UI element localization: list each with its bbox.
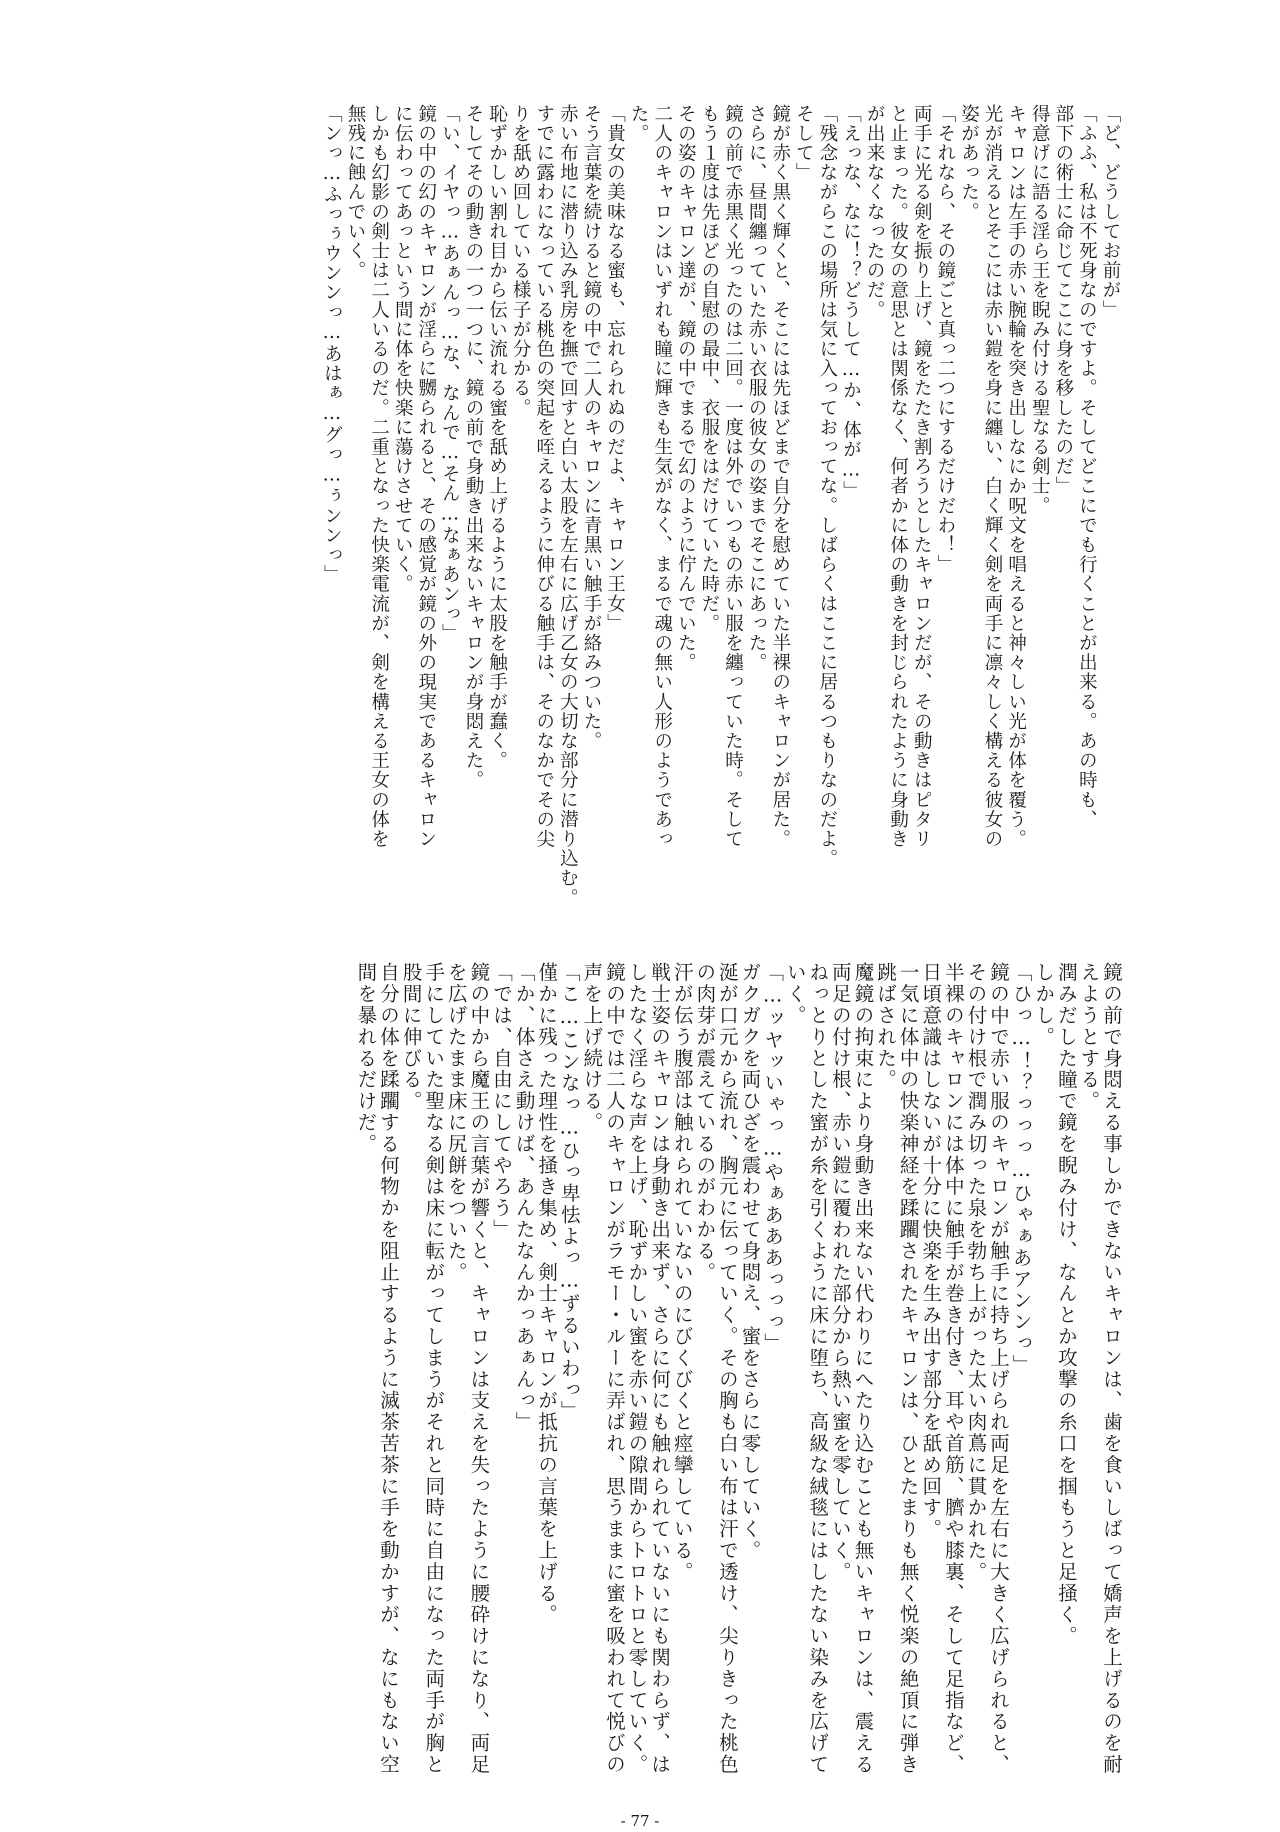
text-line: 姿があった。 (958, 104, 980, 222)
text-line: いく。 (783, 962, 807, 1027)
text-line: もう１度は先ほどの自慰の最中、衣服をはだけていた時だ。 (698, 104, 720, 634)
text-line: 股間に伸びる。 (399, 962, 423, 1112)
text-line: 無残に蝕んでいく。 (345, 104, 366, 281)
text-line: 半裸のキャロンには体中に触手が巻き付き、耳や首筋、臍や膝裏、そして足指など、 (941, 962, 965, 1776)
text-line: 涎が口元から流れ、胸元に伝っていく。その胸も白い布は汗で透け、尖りきった桃色 (715, 962, 739, 1776)
text-line: ガクガクを両ひざを震わせて身悶え、蜜をさらに零していく。 (738, 962, 762, 1562)
text-line: 僅かに残った理性を掻き集め、剣士キャロンが抵抗の言葉を上げる。 (535, 962, 559, 1626)
text-line: 光が消えるとそこには赤い鎧を身に纏い、白く輝く剣を両手に凛々しく構える彼女の (982, 104, 1004, 849)
text-line: 部下の術士に命じてここに身を移したのだ」 (1052, 104, 1074, 496)
text-line: 鏡の中では二人のキャロンがラモー・ルーに弄ばれ、思うままに蜜を吸われて悦びの (602, 962, 626, 1776)
text-line: りを舐め回している様子が分かる。 (510, 104, 532, 418)
text-line: そして」 (793, 104, 815, 183)
text-line: したなく淫らな声を上げ、恥ずかしい蜜を赤い鎧の隙間からトロトロと零していく。 (625, 962, 649, 1776)
text-line: キャロンは左手の赤い腕輪を突き出しなにか呪文を唱えると神々しい光が体を覆う。 (1005, 104, 1027, 849)
text-line: 跳ばされた。 (874, 962, 898, 1091)
text-line: た。 (628, 104, 650, 144)
text-line: 「それなら、その鏡ごと真っ二つにするだけだわ！」 (934, 104, 956, 575)
text-line: 声を上げ続ける。 (580, 962, 604, 1134)
text-line: 得意げに語る淫ら王を睨み付ける聖なる剣士。 (1029, 104, 1051, 516)
text-line: 鏡の中から魔王の言葉が響くと、キャロンは支えを失ったように腰砕けになり、両足 (467, 962, 491, 1776)
text-line: の肉芽が震えているのがわかる。 (693, 962, 717, 1283)
text-line: そう言葉を続けると鏡の中で二人のキャロンに青黒い触手が絡みついた。 (580, 104, 602, 751)
text-line: 恥ずかしい割れ目から伝い流れる蜜を舐め上げるように太股を触手が蠢く。 (486, 104, 508, 771)
text-line: さらに、昼間纏っていた赤い衣服の彼女の姿までそこにあった。 (746, 104, 768, 673)
text-line: 魔鏡の拘束により身動き出来ない代わりにへたり込むことも無いキャロンは、震える (851, 962, 875, 1776)
text-line: 鏡の前で赤黒く光ったのは二回。一度は外でいつもの赤い服を纏っていた時。そして (722, 104, 744, 849)
text-line: しかし。 (1032, 962, 1056, 1048)
text-line: 「ンっ…ふっぅウンンっ…あはぁ…グっ…ぅンンっ」 (321, 104, 343, 585)
text-line: 汗が伝う腹部は触れられていないのにびくびくと痙攣している。 (670, 962, 694, 1583)
text-line: と止まった。彼女の意思とは関係なく、何者かに体の動きを封じられたように身動き (887, 104, 909, 849)
text-line: 鏡の中の幻のキャロンが淫らに嬲られると、その感覚が鏡の外の現実であるキャロン (415, 104, 437, 849)
text-line: えようとする。 (1077, 962, 1101, 1112)
text-line: 「こ…こンなっ…ひっ卑怯よっ…ずるいわっ」 (557, 962, 581, 1422)
page-number: - 77 - (620, 1812, 660, 1830)
text-line: 二人のキャロンはいずれも瞳に輝きも生気がなく、まるで魂の無い人形のようであっ (651, 104, 673, 849)
text-line: 鏡の中で赤い服のキャロンが触手に持ち上げられ両足を左右に大きく広げられると、 (987, 962, 1011, 1776)
text-line: を広げたまま床に尻餅をついた。 (444, 962, 468, 1283)
lower-text-block (82, 962, 1122, 1792)
text-line: 「…ッヤッいゃっ…やぁあああっっっ」 (761, 962, 785, 1355)
text-line: その姿のキャロン達が、鏡の中でまるで幻のように佇んでいた。 (675, 104, 697, 673)
upper-text-block (82, 104, 1122, 908)
text-line: そしてその動きの一つ一つに、鏡の前で身動き出来ないキャロンが身悶えた。 (462, 104, 484, 790)
text-line: ねっとりとした蜜が糸を引くように床に堕ち、高級な絨毯にはしたない染みを広げて (806, 962, 830, 1776)
text-line: その付け根で潤み切った泉を勃ち上がった太い肉蔦に貫かれた。 (964, 962, 988, 1583)
text-line: 両足の付け根、赤い鎧に覆われた部分から熱い蜜を零していく。 (828, 962, 852, 1583)
text-line: 「か、体さえ動けば、あんたなんかっあぁんっ」 (512, 962, 536, 1433)
text-line: 手にしていた聖なる剣は床に転がってしまうがそれと同時に自由になった両手が胸と (422, 962, 446, 1776)
text-line: 自分の体を蹂躙する何物かを阻止するように滅茶苦茶に手を動かすが、なにもない空 (377, 962, 400, 1776)
text-line: 潤みだした瞳で鏡を睨み付け、なんとか攻撃の糸口を掴もうと足掻く。 (1054, 962, 1078, 1647)
text-line: 日頃意識はしないが十分に快楽を生み出す部分を舐め回す。 (919, 962, 943, 1540)
text-line: 「ふふ、私は不死身なのですよ。そしてどこにでも行くことが出来る。あの時も、 (1076, 104, 1098, 830)
text-line: 「えっな、なに！？どうして…か、体が…」 (840, 104, 862, 501)
text-line: 戦士姿のキャロンは身動き出来ず、さらに何にも触れられていないにも関わらず、は (648, 962, 672, 1776)
text-line: 間を暴れるだけだ。 (354, 962, 378, 1155)
text-line: に伝わってあっという間に体を快楽に蕩けさせていく。 (392, 104, 414, 594)
text-line: 鏡の前で身悶える事しかできないキャロンは、歯を食いしばって嬌声を上げるのを耐 (1100, 962, 1123, 1776)
text-line: 鏡が赤く黒く輝くと、そこには先ほどまで自分を慰めていた半裸のキャロンが居た。 (769, 104, 791, 849)
text-line: 「では、自由にしてやろう」 (489, 962, 513, 1241)
text-line: すでに露わになっている桃色の突起を咥えるように伸びる触手は、そのなかでその尖 (533, 104, 555, 849)
text-line: 一気に体中の快楽神経を蹂躙されたキャロンは、ひとたまりも無く悦楽の絶頂に弾き (896, 962, 920, 1776)
text-line: 「残念ながらこの場所は気に入っておってな。しばらくはここに居るつもりなのだよ。 (816, 104, 838, 869)
text-line: 「い、イヤっ…あぁんっ…な、なんで…そん…なぁあンっ」 (439, 104, 461, 644)
text-line: 赤い布地に潜り込み乳房を撫で回すと白い太股を左右に広げ乙女の大切な部分に潜り込む。 (557, 104, 579, 908)
text-line: 「貴女の美味なる蜜も、忘れられぬのだよ、キャロン王女」 (604, 104, 626, 634)
text-line: しかも幻影の剣士は二人いるのだ。二重となった快楽電流が、剣を構える王女の体を (368, 104, 390, 849)
text-line: 両手に光る剣を振り上げ、鏡をたたき割ろうとしたキャロンだが、その動きはピタリ (911, 104, 933, 849)
text-line: が出来なくなったのだ。 (864, 104, 886, 320)
text-line: 「ど、どうしてお前が」 (1100, 104, 1121, 320)
text-line: 「ひっ…！？っっっ…ひゃぁあアンンっ」 (1009, 962, 1033, 1376)
